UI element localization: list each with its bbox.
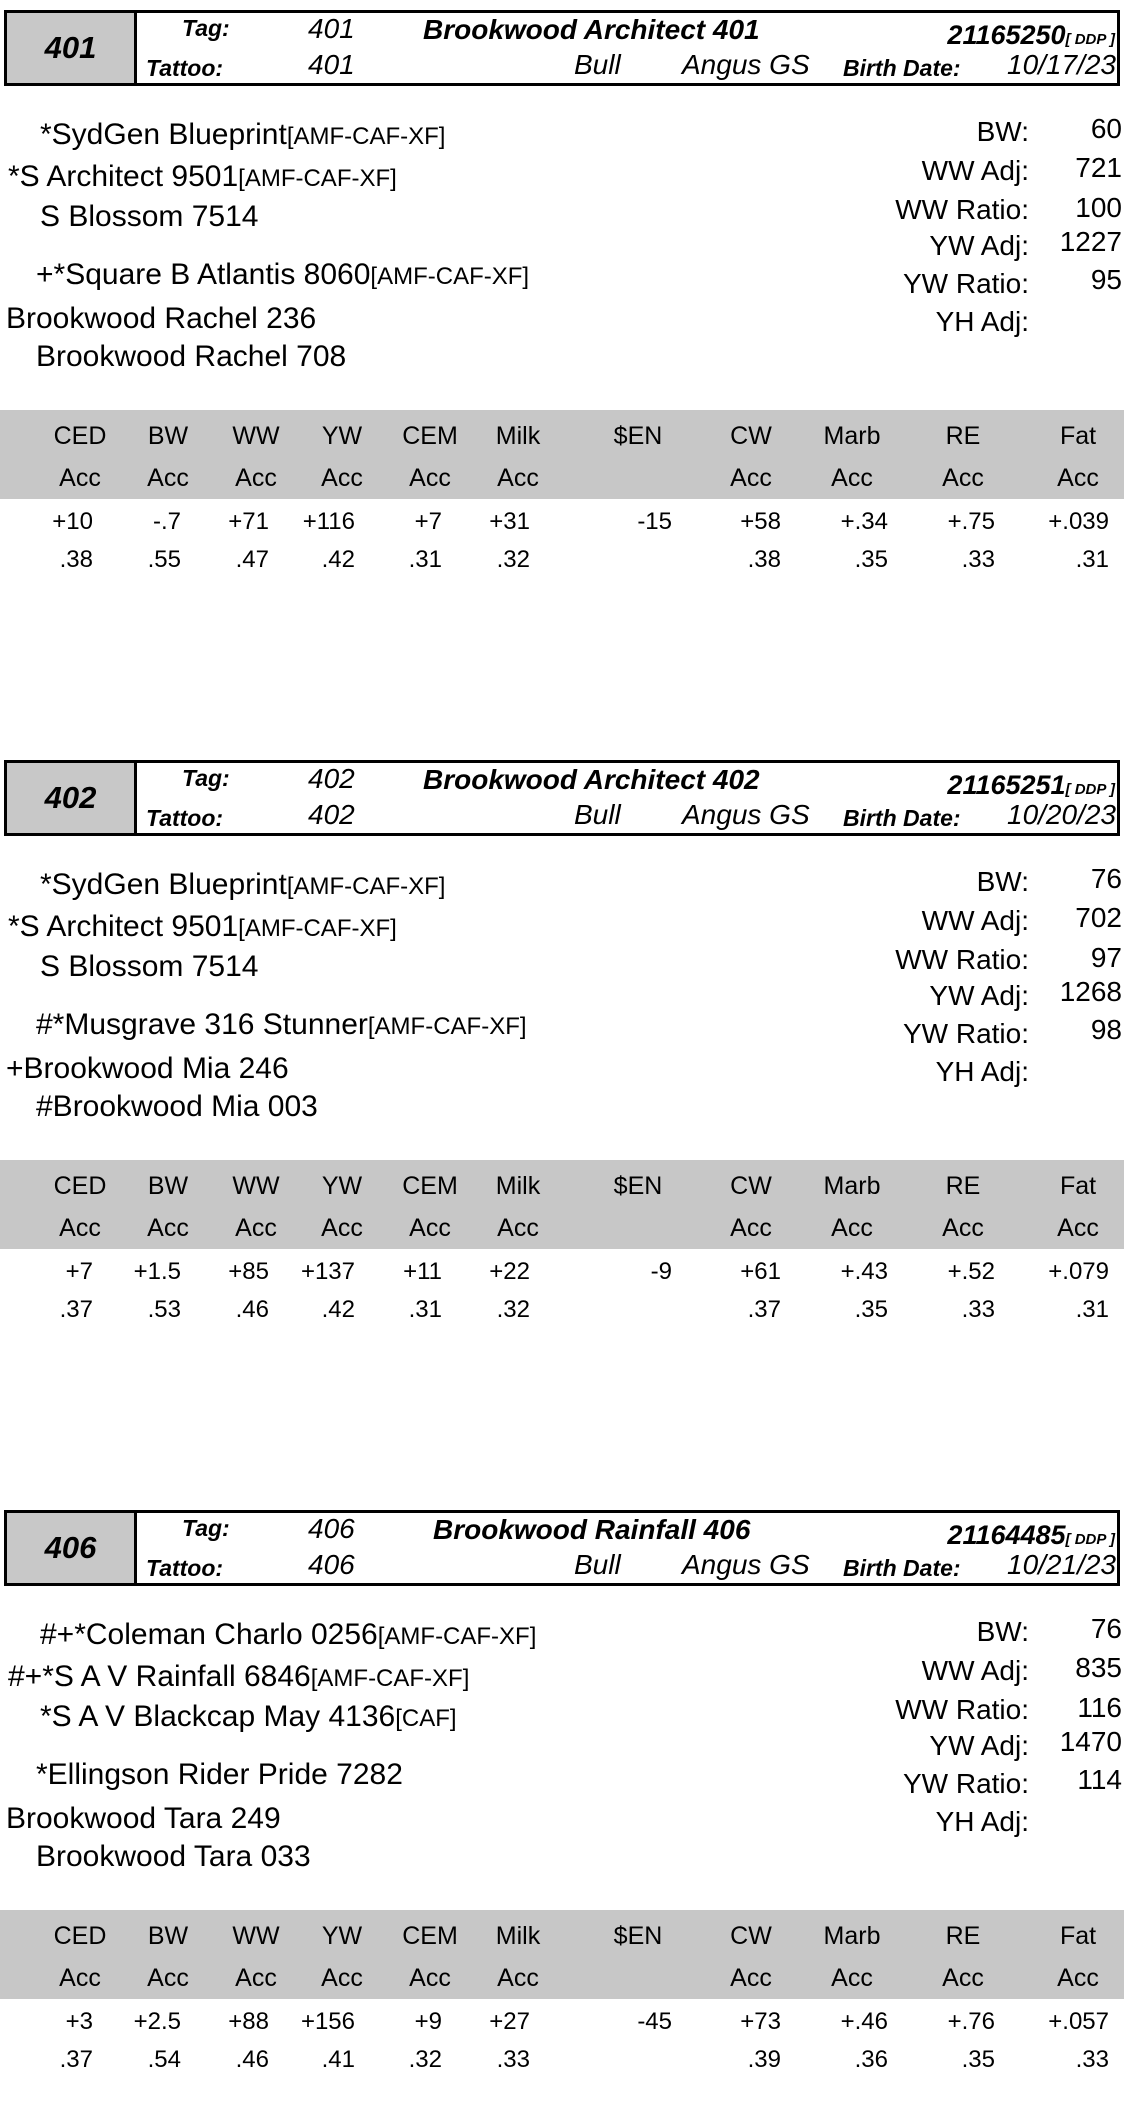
stat-label: WW Adj:	[921, 155, 1029, 186]
acc-value: .32	[496, 546, 530, 573]
epd-value: +.75	[947, 508, 995, 535]
epd-column-header: YW	[321, 1172, 363, 1200]
epd-value: +27	[489, 2008, 530, 2035]
lot-card	[0, 750, 1124, 1370]
acc-value: .46	[235, 2046, 269, 2073]
acc-column-header: Acc	[147, 1214, 189, 1242]
epd-column-header: BW	[147, 1922, 189, 1950]
animal-name: Brookwood Architect 401	[423, 14, 760, 45]
acc-column-header: Acc	[730, 1964, 772, 1992]
pedigree-line	[40, 118, 445, 152]
pedigree-code: [AMF-CAF-XF]	[310, 1665, 470, 1692]
acc-column-header: Acc	[1057, 1214, 1099, 1242]
epd-header-band	[0, 1910, 1124, 1999]
epd-column-header: CED	[53, 1922, 107, 1950]
pedigree-name: Brookwood Rachel 708	[36, 340, 347, 373]
stat-label: YH Adj:	[935, 306, 1029, 337]
acc-column-header: Acc	[831, 464, 873, 492]
pedigree-name: #*Musgrave 316 Stunner	[36, 1008, 368, 1041]
pedigree-line	[40, 1700, 457, 1734]
stat-value: 76	[1090, 1613, 1122, 1644]
pedigree-code: [AMF-CAF-XF]	[238, 915, 397, 942]
acc-value: .39	[747, 2046, 781, 2073]
acc-value: .33	[496, 2046, 530, 2073]
epd-value: +.34	[840, 508, 888, 535]
pedigree-code: [AMF-CAF-XF]	[367, 1013, 527, 1040]
pedigree-name: *S A V Blackcap May 4136	[40, 1700, 396, 1733]
registration-number	[947, 1520, 1115, 1551]
acc-column-header: Acc	[831, 1214, 873, 1242]
stat-value: 100	[1075, 192, 1122, 223]
pedigree-line	[36, 258, 529, 292]
pedigree-name: S Blossom 7514	[40, 950, 259, 983]
acc-value: .55	[147, 546, 181, 573]
epd-value: +.52	[947, 1258, 995, 1285]
acc-value: .46	[235, 1296, 269, 1323]
ddp-flag: [ DDP ]	[1065, 1531, 1115, 1548]
acc-value: .31	[1075, 1296, 1109, 1323]
ddp-flag: [ DDP ]	[1065, 31, 1115, 48]
stat-label: YW Adj:	[929, 230, 1029, 261]
epd-column-header: Fat	[1059, 1922, 1097, 1950]
registration-number	[947, 20, 1115, 51]
acc-column-header: Acc	[321, 464, 363, 492]
lot-card	[0, 0, 1124, 620]
animal-name: Brookwood Architect 402	[423, 764, 760, 795]
acc-value: .33	[961, 1296, 995, 1323]
tattoo-label: Tattoo:	[146, 55, 224, 81]
registration-number	[947, 770, 1115, 801]
epd-value: +.46	[840, 2008, 888, 2035]
epd-column-header: BW	[147, 422, 189, 450]
stat-label: BW:	[976, 1616, 1029, 1647]
acc-value: .32	[496, 1296, 530, 1323]
acc-column-header: Acc	[497, 464, 539, 492]
pedigree-line	[36, 1008, 527, 1042]
pedigree-code: [CAF]	[395, 1705, 457, 1732]
epd-column-header: YW	[321, 422, 363, 450]
sex-value: Bull	[574, 49, 621, 80]
pedigree-name: Brookwood Tara 033	[36, 1840, 311, 1873]
acc-column-header: Acc	[59, 1214, 101, 1242]
acc-column-header: Acc	[497, 1964, 539, 1992]
tag-label: Tag:	[182, 765, 230, 791]
epd-column-header: CEM	[402, 1172, 458, 1200]
stat-label: WW Ratio:	[895, 1694, 1029, 1725]
sex-value: Bull	[574, 1549, 621, 1580]
epd-value: +3	[65, 2008, 93, 2035]
stat-label: YW Ratio:	[902, 268, 1029, 299]
acc-column-header: Acc	[1057, 1964, 1099, 1992]
acc-value: .37	[747, 1296, 781, 1323]
stat-value: 1227	[1059, 226, 1122, 257]
acc-column-header: Acc	[1057, 464, 1099, 492]
pedigree-code: [AMF-CAF-XF]	[377, 1623, 537, 1650]
acc-value: .35	[854, 546, 888, 573]
epd-value: +.76	[947, 2008, 995, 2035]
tattoo-value: 406	[308, 1549, 355, 1580]
pedigree-code: [AMF-CAF-XF]	[286, 873, 446, 900]
epd-value: +156	[300, 2008, 355, 2035]
pedigree-line	[8, 160, 397, 194]
epd-column-header: RE	[945, 422, 981, 450]
pedigree-line	[6, 1802, 281, 1836]
epd-column-header: WW	[232, 422, 280, 450]
animal-name: Brookwood Rainfall 406	[433, 1514, 751, 1545]
acc-column-header: Acc	[831, 1964, 873, 1992]
acc-value: .31	[1075, 546, 1109, 573]
acc-value: .33	[961, 546, 995, 573]
pedigree-code: [AMF-CAF-XF]	[238, 165, 397, 192]
tattoo-label: Tattoo:	[146, 805, 224, 831]
stat-label: YW Adj:	[929, 980, 1029, 1011]
stat-label: WW Adj:	[921, 1655, 1029, 1686]
acc-value: .31	[408, 1296, 442, 1323]
epd-value: -9	[650, 1258, 672, 1285]
pedigree-code: [AMF-CAF-XF]	[286, 123, 446, 150]
epd-value: +22	[489, 1258, 530, 1285]
stat-label: BW:	[976, 116, 1029, 147]
stat-label: WW Ratio:	[895, 944, 1029, 975]
stat-label: YH Adj:	[935, 1056, 1029, 1087]
pedigree-name: #+*Coleman Charlo 0256	[40, 1618, 378, 1651]
stat-label: WW Adj:	[921, 905, 1029, 936]
breed-value: Angus GS	[682, 799, 810, 830]
tag-label: Tag:	[182, 15, 230, 41]
epd-column-header: $EN	[613, 1172, 663, 1200]
breed-value: Angus GS	[682, 49, 810, 80]
epd-value: +2.5	[133, 2008, 181, 2035]
pedigree-name: +Brookwood Mia 246	[6, 1052, 289, 1085]
stat-value: 721	[1075, 152, 1122, 183]
stat-label: YW Ratio:	[902, 1768, 1029, 1799]
acc-value: .38	[747, 546, 781, 573]
epd-header-band	[0, 410, 1124, 499]
epd-value: +9	[414, 2008, 442, 2035]
epd-value: +.057	[1048, 2008, 1109, 2035]
pedigree-name: Brookwood Rachel 236	[6, 302, 317, 335]
tattoo-label: Tattoo:	[146, 1555, 224, 1581]
acc-value: .41	[321, 2046, 355, 2073]
tag-label: Tag:	[182, 1515, 230, 1541]
epd-value: +7	[65, 1258, 93, 1285]
acc-column-header: Acc	[409, 1964, 451, 1992]
epd-column-header: $EN	[613, 422, 663, 450]
stat-value: 1470	[1059, 1726, 1122, 1757]
acc-value: .36	[854, 2046, 888, 2073]
epd-column-header: RE	[945, 1922, 981, 1950]
epd-value: +71	[228, 508, 269, 535]
pedigree-name: #+*S A V Rainfall 6846	[8, 1660, 311, 1693]
epd-value: +.43	[840, 1258, 888, 1285]
registration-value: 21164485	[947, 1520, 1066, 1550]
pedigree-line	[6, 1052, 289, 1086]
lot-header	[4, 10, 1120, 86]
acc-column-header: Acc	[59, 1964, 101, 1992]
lot-card	[0, 1500, 1124, 2120]
sex-value: Bull	[574, 799, 621, 830]
acc-value: .37	[59, 1296, 93, 1323]
birth-date-label: Birth Date:	[843, 1555, 961, 1581]
acc-column-header: Acc	[147, 464, 189, 492]
acc-value: .53	[147, 1296, 181, 1323]
pedigree-name: *SydGen Blueprint	[40, 868, 287, 901]
stat-value: 97	[1090, 942, 1122, 973]
pedigree-line	[40, 200, 258, 234]
epd-column-header: Marb	[823, 1172, 881, 1200]
acc-column-header: Acc	[321, 1964, 363, 1992]
pedigree-line	[40, 868, 445, 902]
birth-date-value: 10/17/23	[1007, 49, 1116, 80]
acc-column-header: Acc	[942, 464, 984, 492]
epd-column-header: Milk	[495, 1172, 541, 1200]
tattoo-value: 402	[308, 799, 355, 830]
tag-value: 401	[308, 13, 355, 44]
registration-value: 21165250	[947, 20, 1066, 50]
epd-value: +85	[228, 1258, 269, 1285]
pedigree-line	[40, 1618, 536, 1652]
pedigree-line	[36, 1090, 318, 1124]
stat-value: 1268	[1059, 976, 1122, 1007]
acc-column-header: Acc	[147, 1964, 189, 1992]
acc-value: .33	[1075, 2046, 1109, 2073]
birth-date-value: 10/20/23	[1007, 799, 1116, 830]
epd-column-header: Fat	[1059, 1172, 1097, 1200]
acc-column-header: Acc	[59, 464, 101, 492]
stat-value: 116	[1077, 1692, 1122, 1723]
lot-number: 402	[7, 763, 137, 833]
pedigree-line	[8, 910, 397, 944]
epd-column-header: WW	[232, 1922, 280, 1950]
stat-value: 95	[1090, 264, 1122, 295]
stat-label: BW:	[976, 866, 1029, 897]
epd-value: -.7	[152, 508, 181, 535]
stat-label: WW Ratio:	[895, 194, 1029, 225]
epd-value: +10	[52, 508, 93, 535]
epd-value: +11	[403, 1258, 442, 1285]
tattoo-value: 401	[308, 49, 355, 80]
stat-value: 76	[1090, 863, 1122, 894]
pedigree-line	[6, 302, 316, 336]
tag-value: 406	[308, 1513, 355, 1544]
acc-column-header: Acc	[409, 1214, 451, 1242]
pedigree-name: *Ellingson Rider Pride 7282	[36, 1758, 403, 1791]
epd-column-header: Milk	[495, 1922, 541, 1950]
epd-column-header: CW	[730, 1922, 772, 1950]
stat-label: YW Ratio:	[902, 1018, 1029, 1049]
pedigree-name: #Brookwood Mia 003	[36, 1090, 318, 1123]
acc-column-header: Acc	[235, 464, 277, 492]
stat-label: YW Adj:	[929, 1730, 1029, 1761]
epd-column-header: Marb	[823, 422, 881, 450]
acc-value: .37	[59, 2046, 93, 2073]
pedigree-code: [AMF-CAF-XF]	[370, 263, 530, 290]
epd-value: +73	[740, 2008, 781, 2035]
epd-column-header: CEM	[402, 422, 458, 450]
lot-number: 401	[7, 13, 137, 83]
epd-column-header: Milk	[495, 422, 541, 450]
birth-date-value: 10/21/23	[1007, 1549, 1116, 1580]
tag-value: 402	[308, 763, 355, 794]
epd-value: +88	[228, 2008, 269, 2035]
epd-column-header: CED	[53, 1172, 107, 1200]
acc-value: .31	[408, 546, 442, 573]
acc-value: .35	[961, 2046, 995, 2073]
lot-number: 406	[7, 1513, 137, 1583]
acc-column-header: Acc	[235, 1964, 277, 1992]
epd-column-header: CW	[730, 422, 772, 450]
epd-value: +31	[489, 508, 530, 535]
epd-column-header: Fat	[1059, 422, 1097, 450]
stat-value: 702	[1075, 902, 1122, 933]
epd-column-header: $EN	[613, 1922, 663, 1950]
epd-value: +7	[414, 508, 442, 535]
acc-column-header: Acc	[409, 464, 451, 492]
pedigree-line	[36, 1840, 311, 1874]
epd-value: +58	[740, 508, 781, 535]
stat-value: 835	[1075, 1652, 1122, 1683]
epd-value: +116	[302, 508, 355, 535]
epd-value: +61	[740, 1258, 781, 1285]
epd-column-header: YW	[321, 1922, 363, 1950]
pedigree-line	[40, 950, 258, 984]
acc-value: .35	[854, 1296, 888, 1323]
acc-value: .47	[235, 546, 269, 573]
epd-header-band	[0, 1160, 1124, 1249]
epd-column-header: WW	[232, 1172, 280, 1200]
stat-value: 98	[1090, 1014, 1122, 1045]
epd-column-header: BW	[147, 1172, 189, 1200]
ddp-flag: [ DDP ]	[1065, 781, 1115, 798]
pedigree-name: *S Architect 9501	[8, 160, 239, 193]
acc-value: .42	[321, 1296, 355, 1323]
pedigree-line	[36, 340, 346, 374]
acc-value: .42	[321, 546, 355, 573]
acc-column-header: Acc	[942, 1214, 984, 1242]
pedigree-name: *SydGen Blueprint	[40, 118, 287, 151]
breed-value: Angus GS	[682, 1549, 810, 1580]
acc-value: .54	[147, 2046, 181, 2073]
acc-column-header: Acc	[321, 1214, 363, 1242]
stat-label: YH Adj:	[935, 1806, 1029, 1837]
acc-column-header: Acc	[730, 1214, 772, 1242]
epd-column-header: CED	[53, 422, 107, 450]
epd-column-header: CEM	[402, 1922, 458, 1950]
epd-column-header: RE	[945, 1172, 981, 1200]
epd-column-header: Marb	[823, 1922, 881, 1950]
epd-value: +.079	[1048, 1258, 1109, 1285]
stat-value: 114	[1077, 1764, 1122, 1795]
birth-date-label: Birth Date:	[843, 805, 961, 831]
epd-value: -15	[637, 508, 672, 535]
pedigree-name: *S Architect 9501	[8, 910, 239, 943]
lot-header	[4, 1510, 1120, 1586]
lot-header	[4, 760, 1120, 836]
acc-column-header: Acc	[730, 464, 772, 492]
acc-column-header: Acc	[497, 1214, 539, 1242]
acc-value: .32	[408, 2046, 442, 2073]
acc-column-header: Acc	[235, 1214, 277, 1242]
birth-date-label: Birth Date:	[843, 55, 961, 81]
pedigree-line	[36, 1758, 403, 1792]
stat-value: 60	[1090, 113, 1122, 144]
epd-value: +137	[300, 1258, 355, 1285]
epd-value: +.039	[1048, 508, 1109, 535]
pedigree-name: Brookwood Tara 249	[6, 1802, 281, 1835]
acc-value: .38	[59, 546, 93, 573]
pedigree-name: +*Square B Atlantis 8060	[36, 258, 371, 291]
acc-column-header: Acc	[942, 1964, 984, 1992]
epd-value: +1.5	[133, 1258, 181, 1285]
pedigree-name: S Blossom 7514	[40, 200, 259, 233]
epd-column-header: CW	[730, 1172, 772, 1200]
pedigree-line	[8, 1660, 469, 1694]
epd-value: -45	[637, 2008, 672, 2035]
registration-value: 21165251	[947, 770, 1066, 800]
